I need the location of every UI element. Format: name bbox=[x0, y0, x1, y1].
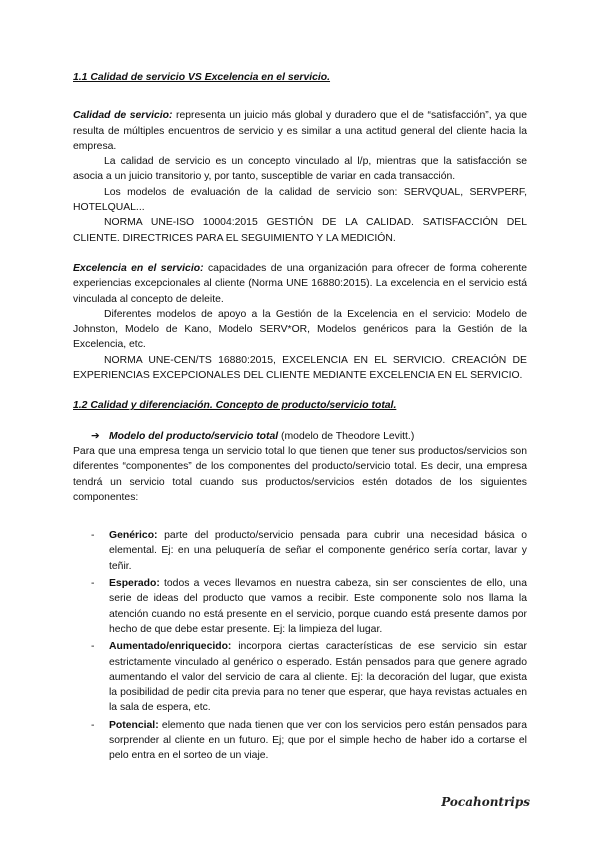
calidad-norma: NORMA UNE-ISO 10004:2015 GESTIÓN DE LA CALIDAD. SATISFACCIÓN DEL CLIENTE. DIRECTRICES PARA EL SEGUIMIENTO Y LA MEDICIÓN. bbox=[73, 217, 527, 244]
model-line bbox=[91, 429, 527, 444]
component-text: todos a veces llevamos en nuestra cabeza, sin ser conscientes de ello, una serie de ideas del producto que vamos a recibir. Este componente solo nos llama la atención cuando no está presente en el servicio, porque cuando está presente damos por hecho de que debe estar presente. Ej: la limpieza del lugar. bbox=[109, 578, 527, 635]
calidad-definition-text: representa un juicio más global y duradero que el de “satisfacción”, ya que resulta de múltiples encuentros de servicio y es similar a una actitud general del cliente hacia la empresa. bbox=[73, 110, 527, 152]
section-2-heading: 1.2 Calidad y diferenciación. Concepto de producto/servicio total. bbox=[73, 400, 397, 412]
excelencia-term: Excelencia en el servicio: bbox=[73, 262, 204, 274]
dash-bullet: - bbox=[91, 719, 95, 731]
excelencia-definition bbox=[73, 261, 527, 307]
component-text: incorpora ciertas características de ese servicio sin estar estrictamente vinculado al genérico o esperado. Están pensados para que genere agrado aumentando el valor del servicio de cara al cliente. Ej: la decoración del lugar, que exista la posibilidad de pedir cita previa para no tener que esperar, que haya revistas actuales en la sala de espera, etc. bbox=[109, 641, 527, 714]
component-text: parte del producto/servicio pensada para cubrir una necesidad básica o elemental. Ej: en una peluquería de señar el componente genérico sería cortar, lavar y teñir. bbox=[109, 530, 527, 572]
arrow-icon: ➔ bbox=[91, 430, 100, 442]
dash-bullet: - bbox=[91, 641, 95, 653]
calidad-paragraph-2: La calidad de servicio es un concepto vinculado al l/p, mientras que la satisfacción se asocia a un juicio transitorio y, por tanto, susceptible de variar en cada transacción. bbox=[73, 156, 527, 183]
excelencia-paragraph-2: Diferentes modelos de apoyo a la Gestión de la Excelencia en el servicio: Modelo de Johnston, Modelo de Kano, Modelo SERV*OR, Modelos genéricos para la Gestión de la Excelencia, etc. bbox=[73, 308, 527, 351]
component-term: Potencial: bbox=[109, 719, 159, 731]
excelencia-definition-text: capacidades de una organización para ofrecer de forma coherente experiencias excepcionales al cliente (Norma UNE 16880:2015). La excelencia en el servicio está vinculada al concepto de deleite. bbox=[73, 262, 528, 305]
model-intro: Para que una empresa tenga un servicio total lo que tienen que tener sus productos/servicios son diferentes “componentes” de los componentes del producto/servicio total. Es decir, una empresa tendrá un servicio total cuando sus productos/servicios estén dotados de los siguientes componentes: bbox=[73, 445, 527, 503]
calidad-term: Calidad de servicio: bbox=[73, 110, 173, 122]
calidad-definition bbox=[73, 108, 527, 154]
component-text: elemento que nada tienen que ver con los servicios pero están pensados para sorprender al cliente en un futuro. Ej; que por el simple hecho de haber ido a cortarse el pelo entra en el sorteo de un viaje. bbox=[109, 719, 527, 762]
signature: Pocahontrips bbox=[441, 795, 530, 809]
model-source: (modelo de Theodore Levitt.) bbox=[278, 430, 415, 442]
dash-bullet: - bbox=[91, 578, 95, 590]
calidad-paragraph-3: Los modelos de evaluación de la calidad de servicio son: SERVQUAL, SERVPERF, HOTELQUAL... bbox=[73, 186, 527, 214]
excelencia-norma: NORMA UNE-CEN/TS 16880:2015, EXCELENCIA EN EL SERVICIO. CREACIÓN DE EXPERIENCIAS EXCEPCIONALES DEL CLIENTE MEDIANTE EXCELENCIA EN EL SERVICIO. bbox=[73, 354, 527, 382]
list-item bbox=[73, 528, 527, 574]
components-list bbox=[73, 528, 527, 763]
list-item bbox=[73, 718, 527, 764]
dash-bullet: - bbox=[91, 530, 95, 542]
component-term: Genérico: bbox=[109, 530, 158, 542]
model-term: Modelo del producto/servicio total bbox=[109, 430, 279, 442]
component-term: Esperado: bbox=[109, 578, 160, 590]
component-term: Aumentado/enriquecido: bbox=[109, 641, 232, 653]
list-item bbox=[73, 576, 527, 637]
document-body bbox=[73, 70, 527, 766]
section-1-heading: 1.1 Calidad de servicio VS Excelencia en el servicio. bbox=[73, 72, 331, 83]
list-item bbox=[73, 639, 527, 715]
